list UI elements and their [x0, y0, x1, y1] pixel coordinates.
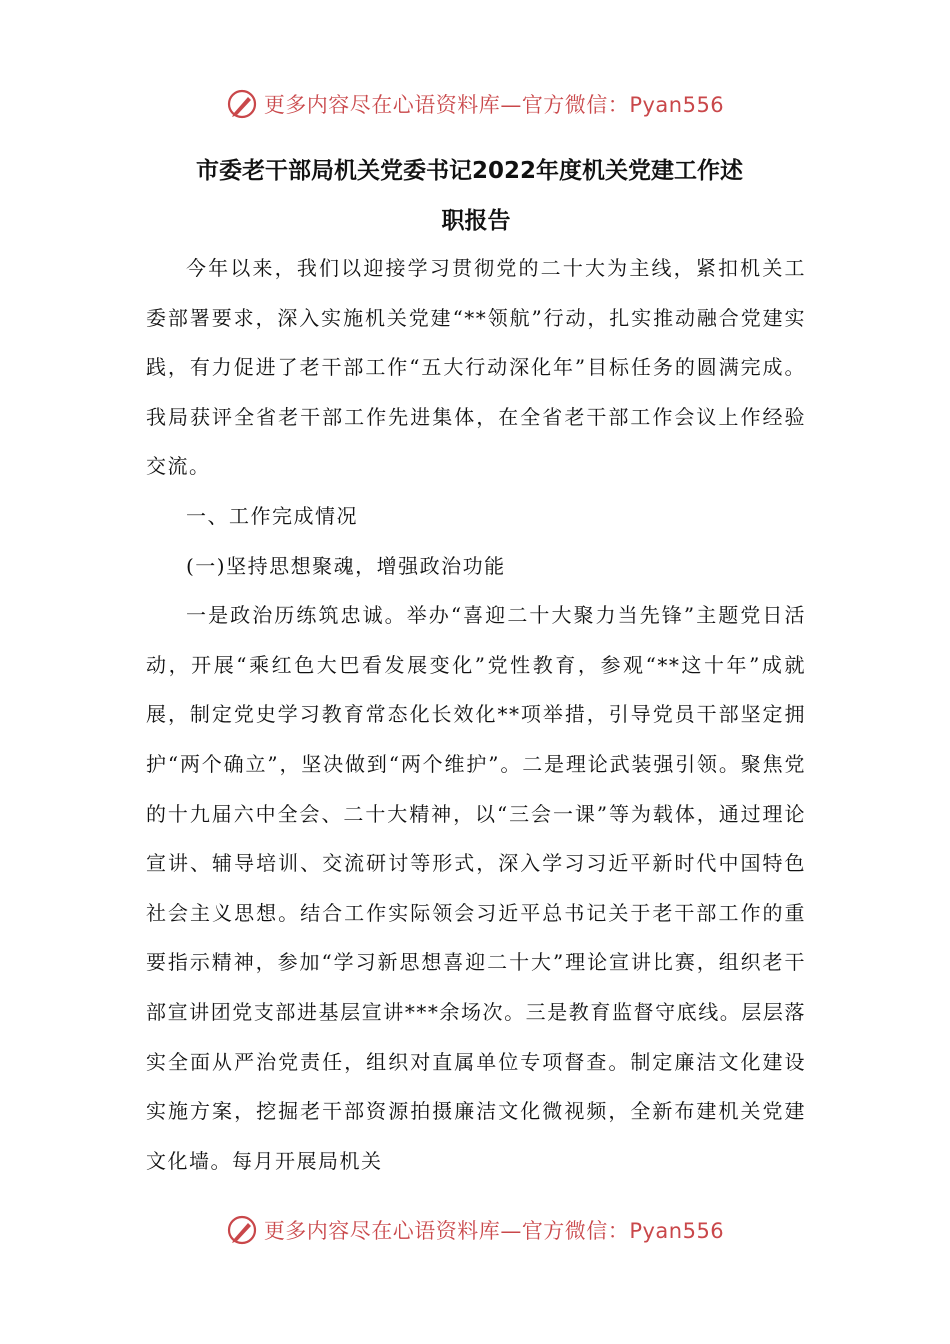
watermark-id: Pyan556 — [629, 1219, 725, 1243]
watermark-suffix: 官方微信： — [521, 1219, 630, 1243]
watermark-text — [264, 89, 724, 119]
watermark-dash: — — [500, 1219, 522, 1243]
watermark-main: 更多内容尽在心语资料库 — [263, 93, 501, 117]
body-paragraph: 一是政治历练筑忠诚。举办“喜迎二十大聚力当先锋”主题党日活动，开展“乘红色大巴看发展变化”党性教育，参观“**这十年”成就展，制定党史学习教育常态化长效化**项举措，引导党员干部坚定拥护“两个确立”，坚决做到“两个维护”。二是理论武装强引领。聚焦党的十九届六中全会、二十大精神，以“三会一课”等为载体，通过理论宣讲、辅导培训、交流研讨等形式，深入学习习近平新时代中国特色社会主义思想。结合工作实际领会习近平总书记关于老干部工作的重要指示精神，参加“学习新思想喜迎二十大”理论宣讲比赛，组织老干部宣讲团党支部进基层宣讲***余场次。三是教育监督守底线。层层落实全面从严治党责任，组织对直属单位专项督查。制定廉洁文化建设实施方案，挖掘老干部资源拍摄廉洁文化微视频，全新布建机关党建文化墙。每月开展局机关 — [146, 603, 806, 1173]
watermark-text — [264, 1215, 724, 1245]
watermark-main: 更多内容尽在心语资料库 — [263, 1219, 501, 1243]
watermark-id: Pyan556 — [629, 93, 725, 117]
watermark-footer — [0, 1208, 950, 1252]
pen-logo-icon — [226, 1214, 258, 1246]
document-title-line1: 市委老干部局机关党委书记2022年度机关党建工作述 — [196, 158, 744, 184]
watermark-dash: — — [500, 93, 522, 117]
subsection-heading: (一)坚持思想聚魂，增强政治功能 — [186, 553, 506, 578]
pen-logo-icon — [226, 88, 258, 120]
document-title-line2: 职报告 — [441, 208, 511, 234]
watermark-suffix: 官方微信： — [521, 93, 630, 117]
document-body — [146, 244, 806, 1186]
watermark-header — [0, 82, 950, 126]
body-paragraph: 今年以来，我们以迎接学习贯彻党的二十大为主线，紧扣机关工委部署要求，深入实施机关党建“**领航”行动，扎实推动融合党建实践，有力促进了老干部工作“五大行动深化年”目标任务的圆满完成。我局获评全省老干部工作先进集体，在全省老干部工作会议上作经验交流。 — [146, 256, 806, 479]
section-heading: 一、工作完成情况 — [186, 503, 358, 528]
